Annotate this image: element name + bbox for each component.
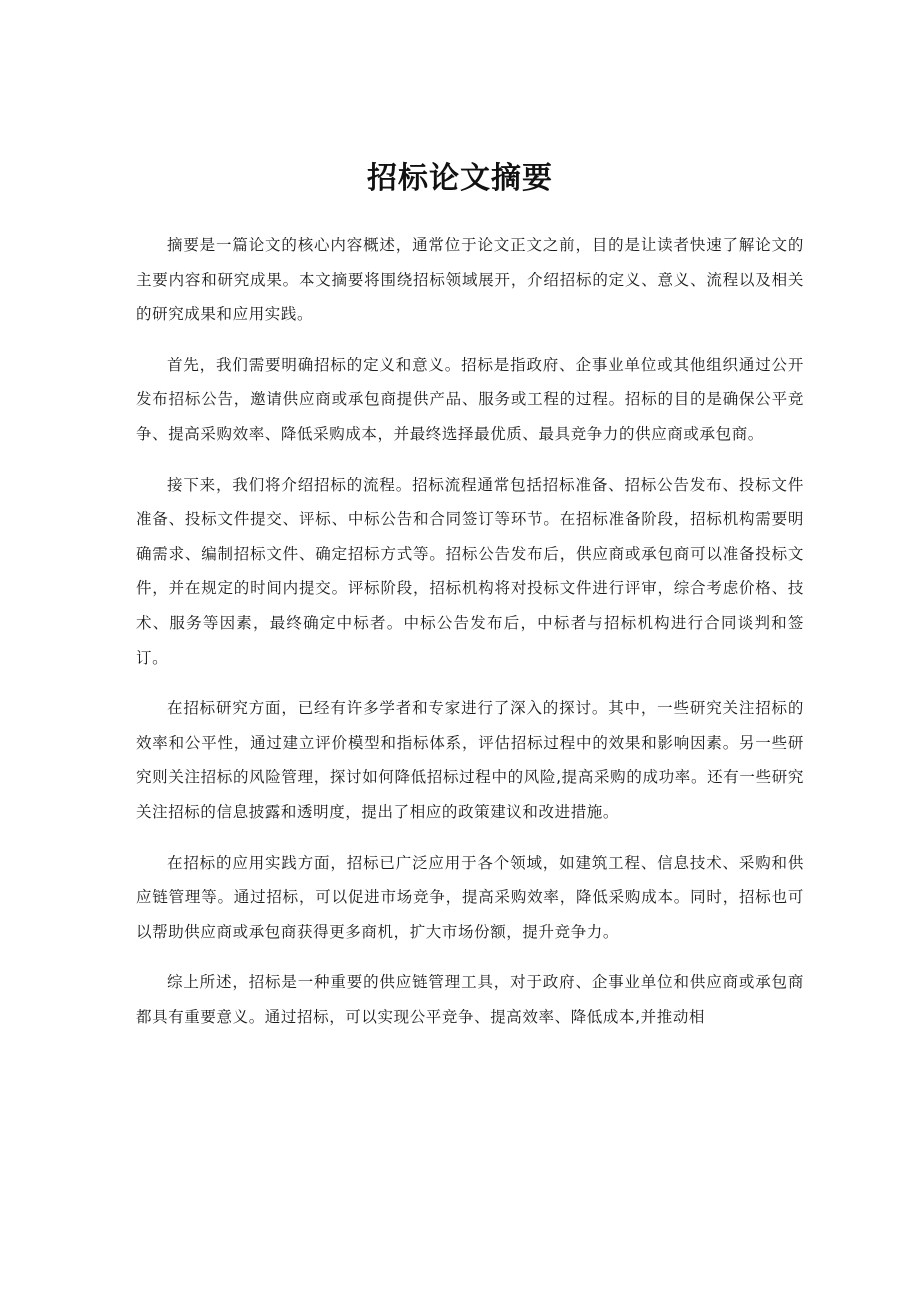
paragraph-definition: 首先，我们需要明确招标的定义和意义。招标是指政府、企事业单位或其他组织通过公开发布招标公告，邀请供应商或承包商提供产品、服务或工程的过程。招标的目的是确保公平竞争、提高采购效率、降低采购成本，并最终选择最优质、最具竞争力的供应商或承包商。 [136, 355, 804, 443]
paragraph-process: 接下来，我们将介绍招标的流程。招标流程通常包括招标准备、招标公告发布、投标文件准备、投标文件提交、评标、中标公告和合同签订等环节。在招标准备阶段，招标机构需要明确需求、编制招标文件、确定招标方式等。招标公告发布后，供应商或承包商可以准备投标文件，并在规定的时间内提交。评标阶段，招标机构将对投标文件进行评审，综合考虑价格、技术、服务等因素，最终确定中标者。中标公告发布后，中标者与招标机构进行合同谈判和签订。 [136, 475, 804, 667]
paragraph-abstract-intro: 摘要是一篇论文的核心内容概述，通常位于论文正文之前，目的是让读者快速了解论文的主要内容和研究成果。本文摘要将围绕招标领域展开，介绍招标的定义、意义、流程以及相关的研究成果和应用实践。 [136, 236, 804, 324]
document-body [136, 228, 804, 1050]
paragraph-application: 在招标的应用实践方面，招标已广泛应用于各个领域，如建筑工程、信息技术、采购和供应链管理等。通过招标，可以促进市场竞争，提高采购效率，降低采购成本。同时，招标也可以帮助供应商或承包商获得更多商机，扩大市场份额，提升竞争力。 [136, 853, 804, 941]
document-title: 招标论文摘要 [367, 161, 553, 196]
paragraph-research: 在招标研究方面，已经有许多学者和专家进行了深入的探讨。其中，一些研究关注招标的效率和公平性，通过建立评价模型和指标体系，评估招标过程中的效果和影响因素。另一些研究则关注招标的风险管理，探讨如何降低招标过程中的风险,提高采购的成功率。还有一些研究关注招标的信息披露和透明度，提出了相应的政策建议和改进措施。 [136, 699, 804, 821]
paragraph-conclusion: 综上所述，招标是一种重要的供应链管理工具，对于政府、企事业单位和供应商或承包商都具有重要意义。通过招标，可以实现公平竞争、提高效率、降低成本,并推动相 [136, 973, 804, 1026]
